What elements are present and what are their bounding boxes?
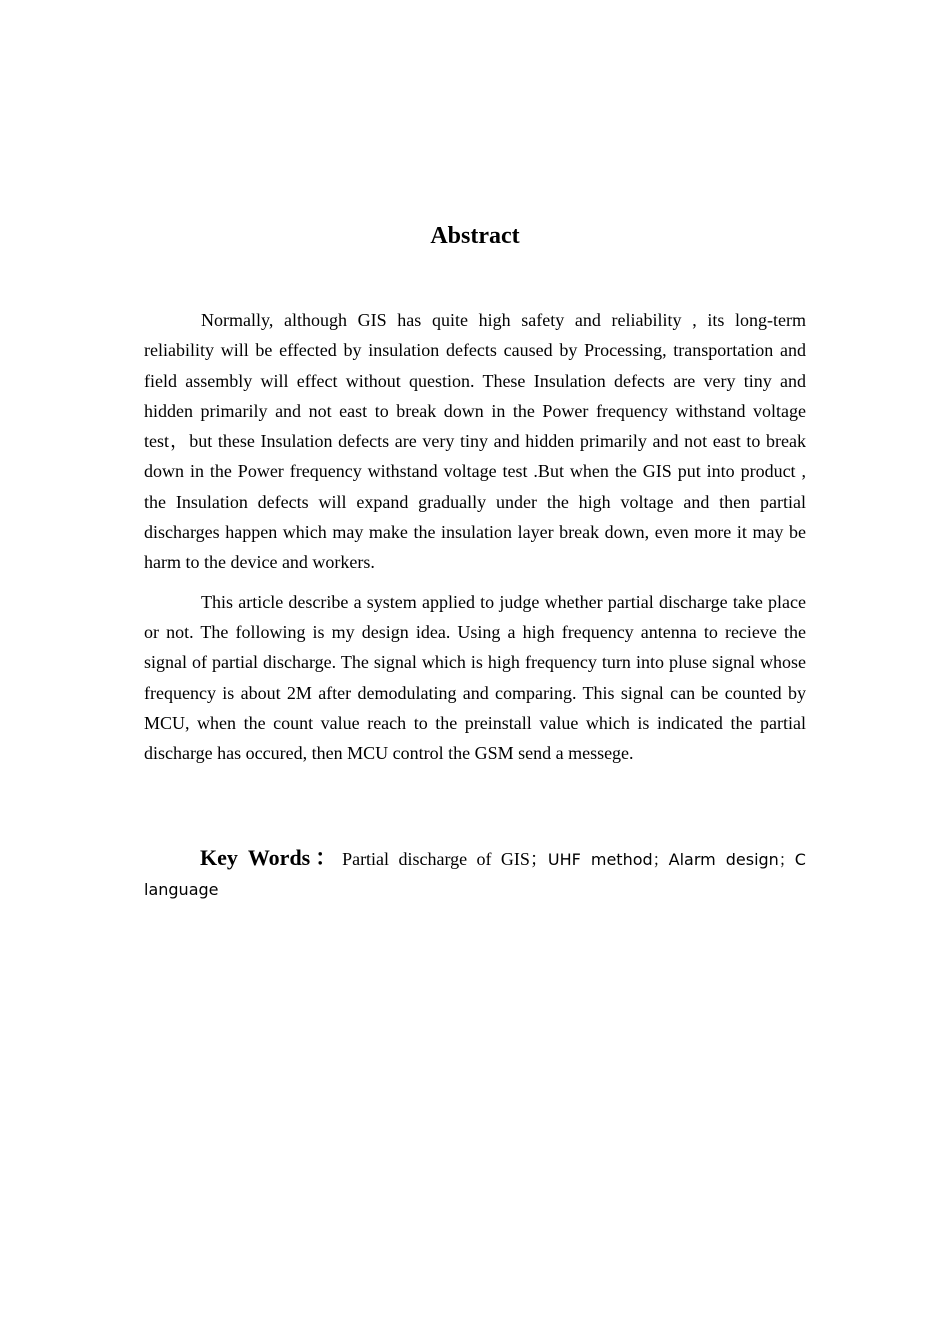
keyword-gis: Partial discharge of GIS； xyxy=(342,849,548,869)
abstract-title: Abstract xyxy=(430,223,520,249)
abstract-body xyxy=(144,305,806,777)
keywords-label: Key Words： xyxy=(200,845,343,870)
abstract-paragraph-1: Normally, although GIS has quite high safety and reliability , its long-term reliability will be effected by insulation defects caused by Processing, transportation and field assembly will effect without question. These Insulation defects are very tiny and hidden primarily and not east to break down in the Power frequency withstand voltage test，but these Insulation defects are very tiny and hidden primarily and not east to break down in the Power frequency withstand voltage test .But when the GIS put into product , the Insulation defects will expand gradually under the high voltage and then partial discharges happen which may make the insulation layer break down, even more it may be harm to the device and workers. xyxy=(144,310,806,573)
keywords-rest: UHF method；Alarm design；C language xyxy=(144,850,806,899)
keywords-line xyxy=(144,843,806,905)
abstract-paragraph-2: This article describe a system applied to judge whether partial discharge take place or not. The following is my design idea. Using a high frequency antenna to recieve the signal of partial discharge. The signal which is high frequency turn into pluse signal whose frequency is about 2M after demodulating and comparing. This signal can be counted by MCU, when the count value reach to the preinstall value which is indicated the partial discharge has occured, then MCU control the GSM send a messege. xyxy=(144,591,806,764)
